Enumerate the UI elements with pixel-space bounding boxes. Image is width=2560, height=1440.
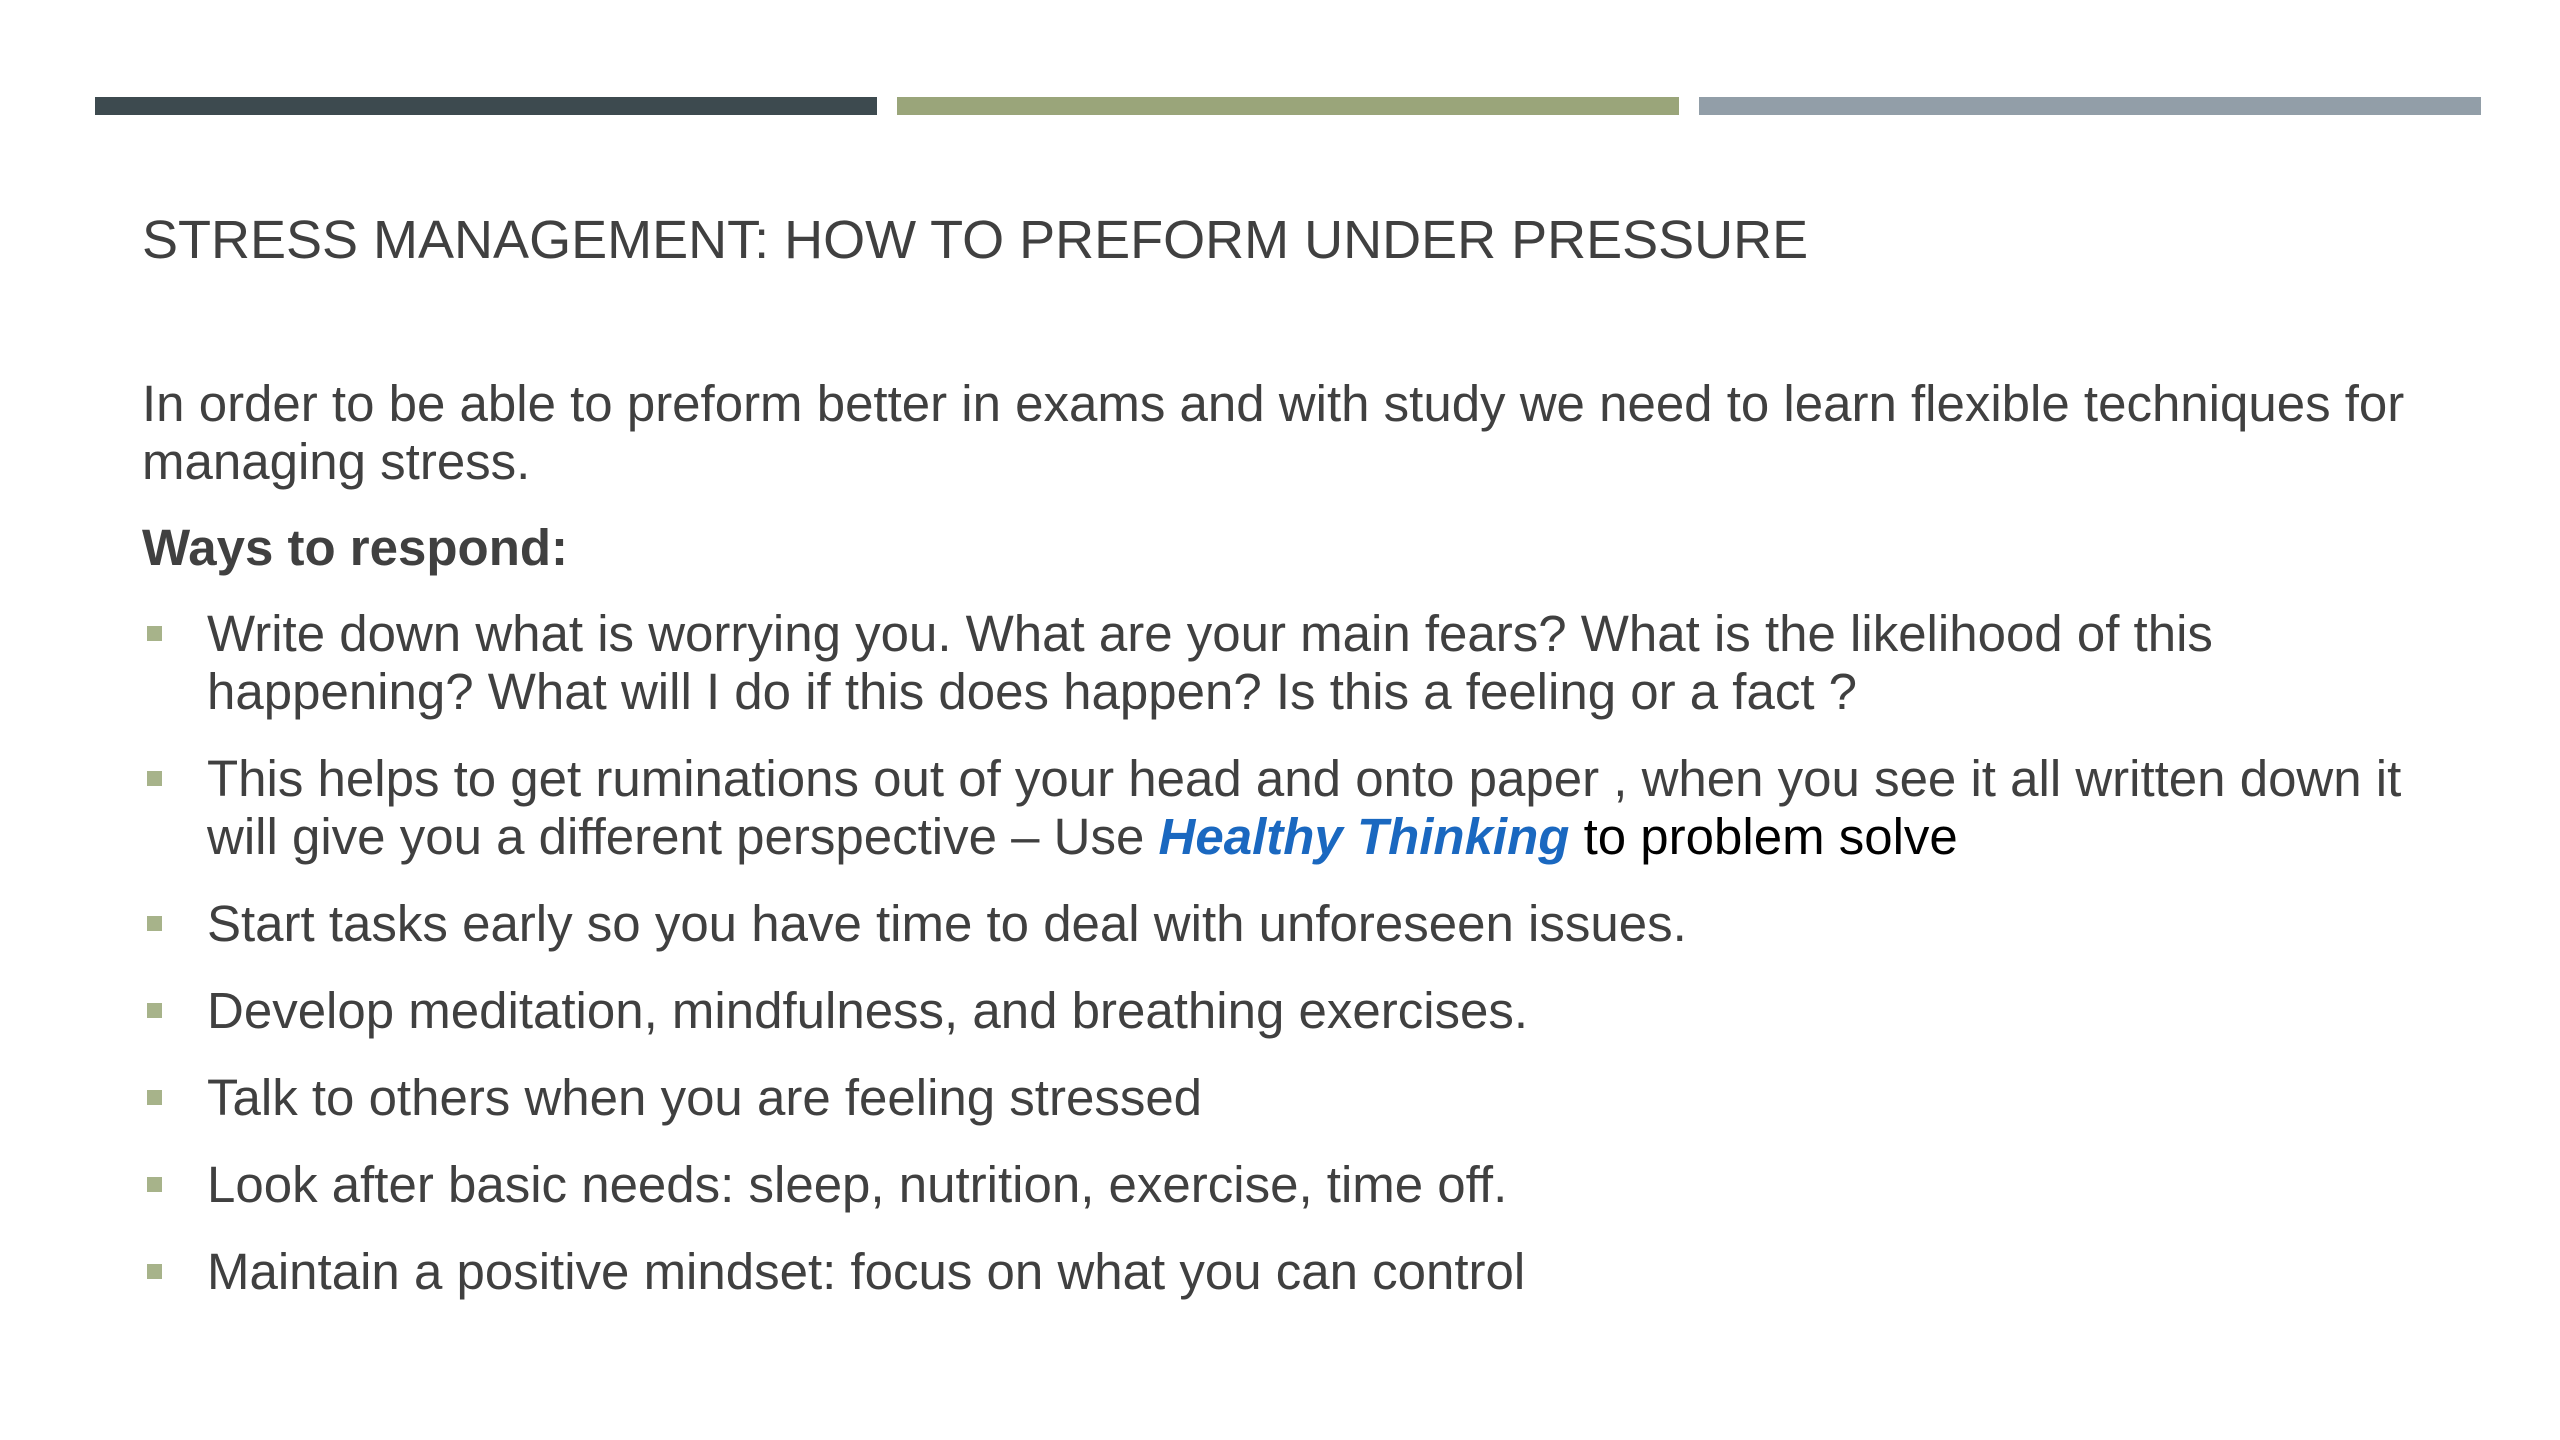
bullet-text: Develop meditation, mindfulness, and breathing exercises. [207,982,1529,1039]
bullet-text: Look after basic needs: sleep, nutrition, exercise, time off. [207,1156,1508,1213]
bullet-item [142,982,2462,1040]
bullet-text: Talk to others when you are feeling stressed [207,1069,1203,1126]
decorative-bar-green [897,97,1679,115]
subheading: Ways to respond: [142,519,568,576]
square-bullet-icon [147,1177,162,1192]
decorative-bar-gray [1699,97,2481,115]
bullet-text: This helps to get ruminations out of your head and onto paper , when you see it all written down it will give you a different perspective – Use [207,750,2402,865]
bullet-item [142,895,2462,953]
healthy-thinking-link[interactable]: Healthy Thinking [1158,808,1570,865]
square-bullet-icon [147,1264,162,1279]
bullet-item [142,1156,2462,1214]
bullet-text: Start tasks early so you have time to deal with unforeseen issues. [207,895,1687,952]
bullet-text: Maintain a positive mindset: focus on what you can control [207,1243,1526,1300]
bullet-item [142,605,2462,721]
square-bullet-icon [147,916,162,931]
square-bullet-icon [147,1090,162,1105]
bullet-item [142,1243,2462,1301]
square-bullet-icon [147,626,162,641]
bullet-item [142,1069,2462,1127]
decorative-bar-dark [95,97,877,115]
intro-paragraph: In order to be able to preform better in exams and with study we need to learn flexible techniques for managing stress. [142,375,2405,490]
slide-body [142,375,2462,1330]
slide-title: STRESS MANAGEMENT: HOW TO PREFORM UNDER PRESSURE [142,210,1809,270]
square-bullet-icon [147,771,162,786]
bullet-text-tail: to problem solve [1569,808,1958,865]
bullet-text: Write down what is worrying you. What are your main fears? What is the likelihood of this happening? What will I do if this does happen? Is this a feeling or a fact ? [207,605,2213,720]
square-bullet-icon [147,1003,162,1018]
bullet-item [142,750,2462,866]
bullet-list [142,605,2462,1301]
